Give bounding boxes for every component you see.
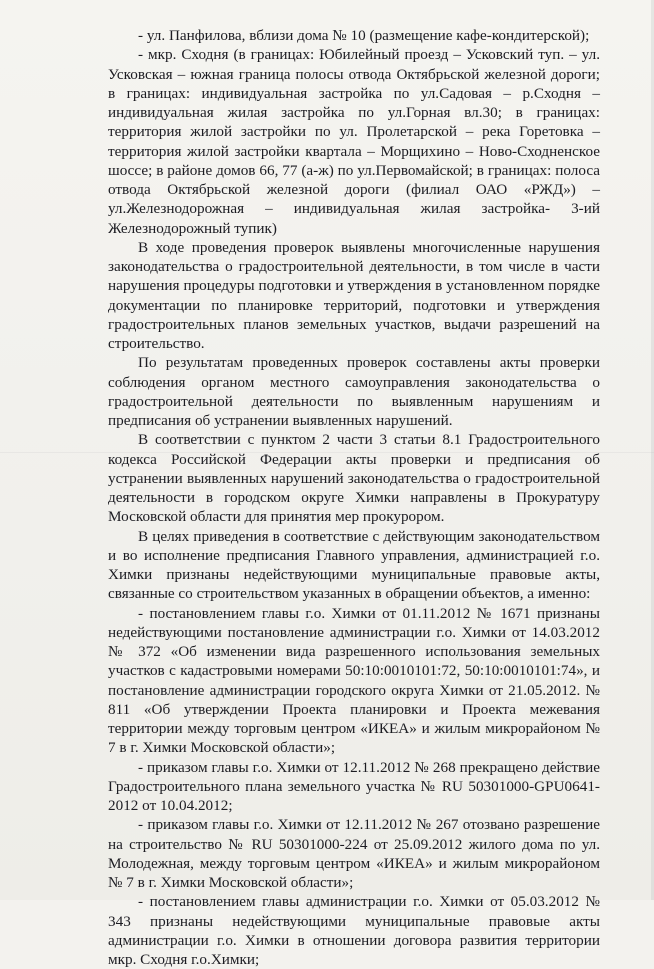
paragraph-code-article: В соответствии с пунктом 2 части 3 статьи 8.1 Градостроительного кодекса Российской Федерации акты проверки и предписания об устранении выявленных нарушений законодательства о градостроительной деятельности в городском округе Химки направлены в Прокуратуру Московской области для принятия мер прокурором. [108,431,600,526]
paragraph-compliance: В целях приведения в соответствие с действующим законодательством и во исполнение предписания Главного управления, администрацией г.о. Химки признаны недействующими муниципальные правовые акты, связанные со строительством указанных в обращении объектов, а именно: [108,527,600,603]
paragraph-skhodnya-boundaries: - мкр. Сходня (в границах: Юбилейный проезд – Усковский туп. – ул. Усковская – южная граница полосы отвода Октябрьской железной дороги; в границах: индивидуальная застройка по ул.Садовая – р.Сходня – индивидуальная жилая застройка по ул.Горная вл.30; в границах: территория жилой застройки по ул. Пролетарской – река Горетовка – территория жилой застройки квартала – Морщихино – Ново-Сходненское шоссе; в районе домов 66, 77 (а-ж) по ул.Первомайской; в границах: полоса отвода Октябрьской железной дороги (филиал ОАО «РЖД») – ул.Железнодорожная – индивидуальная жилая застройка- 3-ий Железнодорожный тупик) [108,46,600,237]
paragraph-resolution-343: - постановлением главы администрации г.о. Химки от 05.03.2012 № 343 признаны недействующими муниципальные правовые акты администрации г.о. Химки в отношении договора развития территории мкр. Сходня г.о.Химки; [108,893,600,968]
paragraph-order-268: - приказом главы г.о. Химки от 12.11.2012 № 268 прекращено действие Градостроительного плана земельного участка № RU 50301000-GPU0641-2012 от 10.04.2012; [108,758,600,814]
paragraph-resolution-1671: - постановлением главы г.о. Химки от 01.11.2012 № 1671 признаны недействующими постановление администрации г.о. Химки от 14.03.2012 № 372 «Об изменении вида разрешенного использования земельных участков с кадастровыми номерами 50:10:0010101:72, 50:10:0010101:74», и постановление администрации городского округа Химки от 21.05.2012. № 811 «Об утверждении Проекта планировки и Проекта межевания территории между торговым центром «ИКЕА» и жилым микрорайоном № 7 в г. Химки Московской области»; [108,604,600,757]
paragraph-inspection-results: По результатам проведенных проверок составлены акты проверки соблюдения органом местного самоуправления законодательства о градостроительной деятельности по выявленным нарушениям и предписания об устранении выявленных нарушений. [108,354,600,429]
document-body [108,26,600,969]
paragraph-panfilova: - ул. Панфилова, вблизи дома № 10 (размещение кафе-кондитерской); [138,27,590,44]
paragraph-order-267: - приказом главы г.о. Химки от 12.11.2012 № 267 отозвано разрешение на строительство № RU 50301000-224 от 25.09.2012 жилого дома по ул. Молодежная, между торговым центром «ИКЕА» и жилым микрорайоном № 7 в г. Химки Московской области»; [108,816,600,891]
paragraph-inspection-violations: В ходе проведения проверок выявлены многочисленные нарушения законодательства о градостроительной деятельности, в том числе в части нарушения процедуры подготовки и утверждения в установленном порядке документации по планировке территорий, подготовки и утверждения градостроительных планов земельных участков, выдачи разрешений на строительство. [108,238,600,352]
